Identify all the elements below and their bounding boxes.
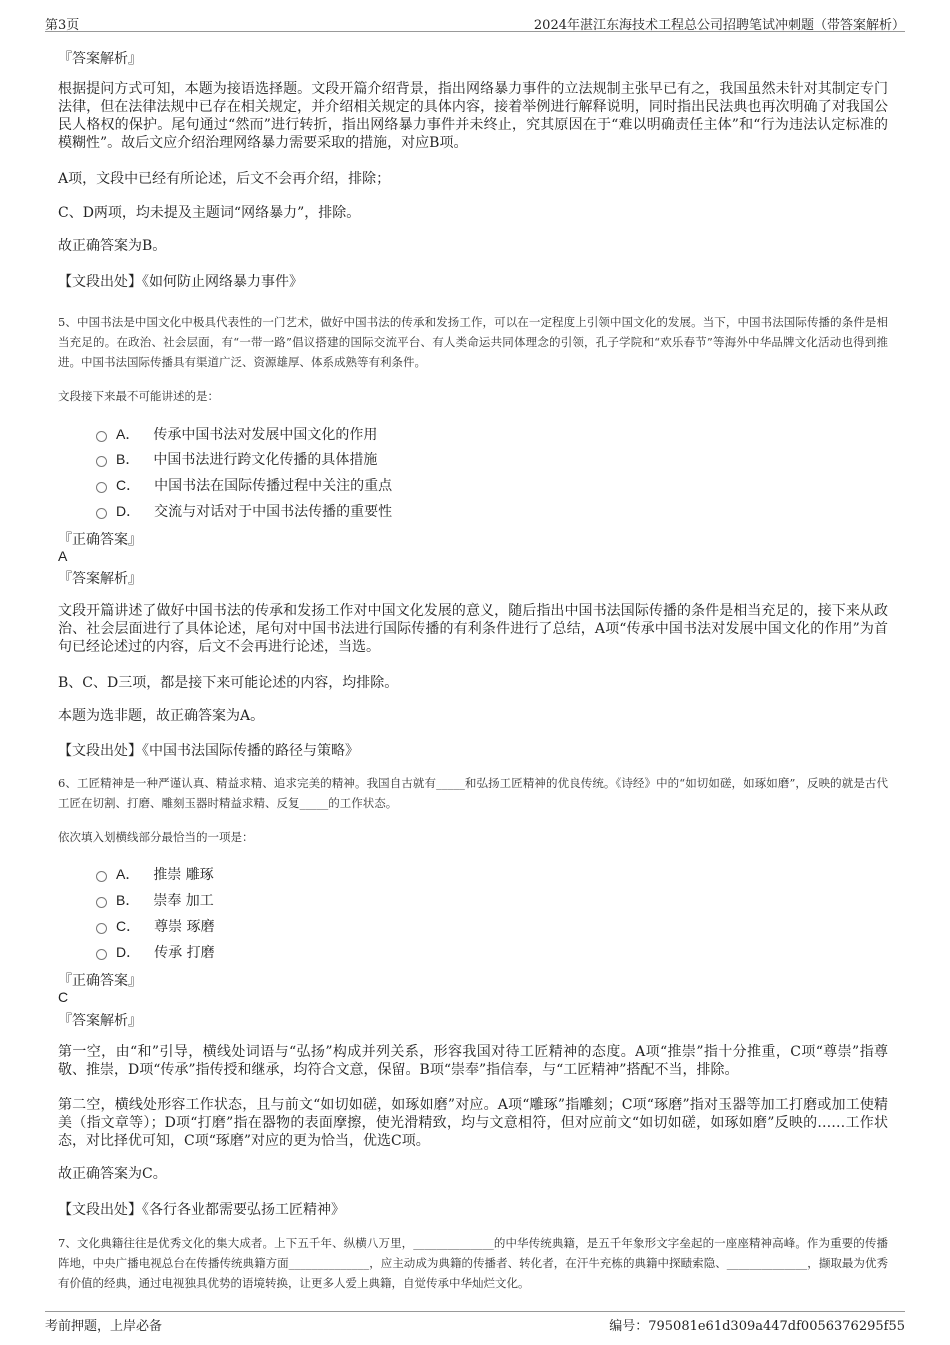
q6-prompt: 依次填入划横线部分最恰当的一项是： [58,830,254,844]
q6-option-d[interactable] [96,942,215,962]
q5-correct-label: 『正确答案』 [58,532,142,548]
option-letter: A． [116,866,140,882]
option-text: 中国书法进行跨文化传播的具体措施 [153,452,378,468]
radio-icon[interactable] [96,482,107,493]
q6-option-a[interactable] [96,864,214,884]
radio-icon[interactable] [96,431,107,442]
radio-icon[interactable] [96,871,107,882]
option-letter: D． [116,503,141,519]
q6-analysis-paragraph-1: 第一空，由“和”引导，横线处词语与“弘扬”构成并列关系，形容我国对待工匠精神的态度。A项“推崇”指十分推重，C项“尊崇”指尊敬、推崇，D项“传承”指传授和继承，均符合文意，保留。B项“崇奉”指信奉，与“工匠精神”搭配不当，排除。 [58,1044,888,1078]
option-letter: C． [116,477,141,493]
q6-question-text: 6、工匠精神是一种严谨认真、精益求精、追求完美的精神。我国自古就有_____和弘扬工匠精神的优良传统。《诗经》中的“如切如磋，如琢如磨”，反映的就是古代工匠在切割、打磨、雕刻玉器时精益求精、反复_____的工作状态。 [58,776,888,810]
page-number: 第3页 [45,18,80,33]
q5-option-d[interactable] [96,501,392,521]
radio-icon[interactable] [96,456,107,467]
q6-analysis-paragraph-3: 故正确答案为C。 [58,1166,167,1182]
page-header [45,14,905,32]
radio-icon[interactable] [96,949,107,960]
page-footer [45,1311,905,1334]
q6-analysis-paragraph-2: 第二空，横线处形容工作状态，且与前文“如切如磋，如琢如磨”对应。A项“雕琢”指雕刻；C项“琢磨”指对玉器等加工打磨或加工使精美（指文章等）；D项“打磨”指在器物的表面摩擦，使光滑精致，均与文意相符，但对应前文“如切如磋，如琢如磨”反映的……工作状态，对比择优可知，C项“琢磨”对应的更为恰当，优选C项。 [58,1097,888,1149]
q5-prompt: 文段接下来最不可能讲述的是： [58,389,219,403]
q6-source: 【文段出处】《各行各业都需要弘扬工匠精神》 [58,1202,345,1218]
q6-analysis-label: 『答案解析』 [58,1013,142,1029]
q5-source: 【文段出处】《中国书法国际传播的路径与策略》 [58,743,359,759]
q5-option-c[interactable] [96,475,392,495]
radio-icon[interactable] [96,923,107,934]
option-text: 传承 打磨 [154,945,215,961]
option-text: 中国书法在国际传播过程中关注的重点 [154,478,393,494]
q4-analysis-paragraph-4: 故正确答案为B。 [58,238,167,254]
q5-option-b[interactable] [96,449,377,469]
option-text: 交流与对话对于中国书法传播的重要性 [154,504,393,520]
option-text: 传承中国书法对发展中国文化的作用 [153,427,378,443]
radio-icon[interactable] [96,508,107,519]
q5-analysis-paragraph-2: B、C、D三项，都是接下来可能论述的内容，均排除。 [58,675,399,691]
q6-correct-label: 『正确答案』 [58,973,142,989]
option-text: 尊崇 琢磨 [154,919,215,935]
footer-slogan: 考前押题，上岸必备 [45,1319,163,1334]
option-letter: A． [116,426,140,442]
option-letter: B． [116,892,140,908]
q6-option-c[interactable] [96,916,215,936]
q4-analysis-label: 『答案解析』 [58,51,142,67]
radio-icon[interactable] [96,897,107,908]
q5-answer: A [58,548,68,564]
q6-option-b[interactable] [96,890,214,910]
option-letter: D． [116,944,141,960]
option-text: 推崇 雕琢 [153,867,214,883]
option-letter: B． [116,451,140,467]
q4-analysis-paragraph-3: C、D两项，均未提及主题词“网络暴力”，排除。 [58,205,361,221]
q5-analysis-paragraph-1: 文段开篇讲述了做好中国书法的传承和发扬工作对中国文化发展的意义，随后指出中国书法国际传播的条件是相当充足的，接下来从政治、社会层面进行了具体论述，尾句对中国书法进行国际传播的有利条件进行了总结，A项“传承中国书法对发展中国文化的作用”为首句已经论述过的内容，后文不会再进行论述，当选。 [58,603,888,655]
q6-answer: C [58,989,69,1005]
option-text: 崇奉 加工 [153,893,214,909]
q5-question-text: 5、中国书法是中国文化中极具代表性的一门艺术，做好中国书法的传承和发扬工作，可以在一定程度上引领中国文化的发展。当下，中国书法国际传播的条件是相当充足的。在政治、社会层面，有“一带一路”倡议搭建的国际交流平台、有人类命运共同体理念的引领，孔子学院和“欢乐春节”等海外中华品牌文化活动也得到推进。中国书法国际传播具有渠道广泛、资源雄厚、体系成熟等有利条件。 [58,315,888,369]
q4-analysis-paragraph-1: 根据提问方式可知，本题为接语选择题。文段开篇介绍背景，指出网络暴力事件的立法规制主张早已有之，我国虽然未针对其制定专门法律，但在法律法规中已存在相关规定，并介绍相关规定的具体内容，接着举例进行解释说明，同时指出民法典也再次明确了对我国公民人格权的保护。尾句通过“然而”进行转折，指出网络暴力事件并未终止，究其原因在于“难以明确责任主体”和“行为违法认定标准的模糊性”。故后文应介绍治理网络暴力需要采取的措施，对应B项。 [58,81,888,151]
document-title: 2024年湛江东海技术工程总公司招聘笔试冲刺题（带答案解析） [533,18,905,33]
option-letter: C． [116,918,141,934]
q7-question-text: 7、文化典籍往往是优秀文化的集大成者。上下五千年、纵横八万里，______________的中华传统典籍，是五千年象形文字垒起的一座座精神高峰。作为重要的传播阵地，中央广播电视总台在传播传统典籍方面______________，应主动成为典籍的传播者、转化者，在汗牛充栋的典籍中探赜索隐、______________，撷取最为优秀有价值的经典，通过电视独具优势的语境转换，让更多人爱上典籍，自觉传承中华灿烂文化。 [58,1236,888,1290]
q4-analysis-paragraph-2: A项，文段中已经有所论述，后文不会再介绍，排除； [58,171,391,187]
q5-analysis-paragraph-3: 本题为选非题，故正确答案为A。 [58,708,265,724]
q5-option-a[interactable] [96,424,377,444]
document-id: 编号：795081e61d309a447df0056376295f55 [609,1319,905,1334]
q5-analysis-label: 『答案解析』 [58,571,142,587]
q4-source: 【文段出处】《如何防止网络暴力事件》 [58,274,303,290]
